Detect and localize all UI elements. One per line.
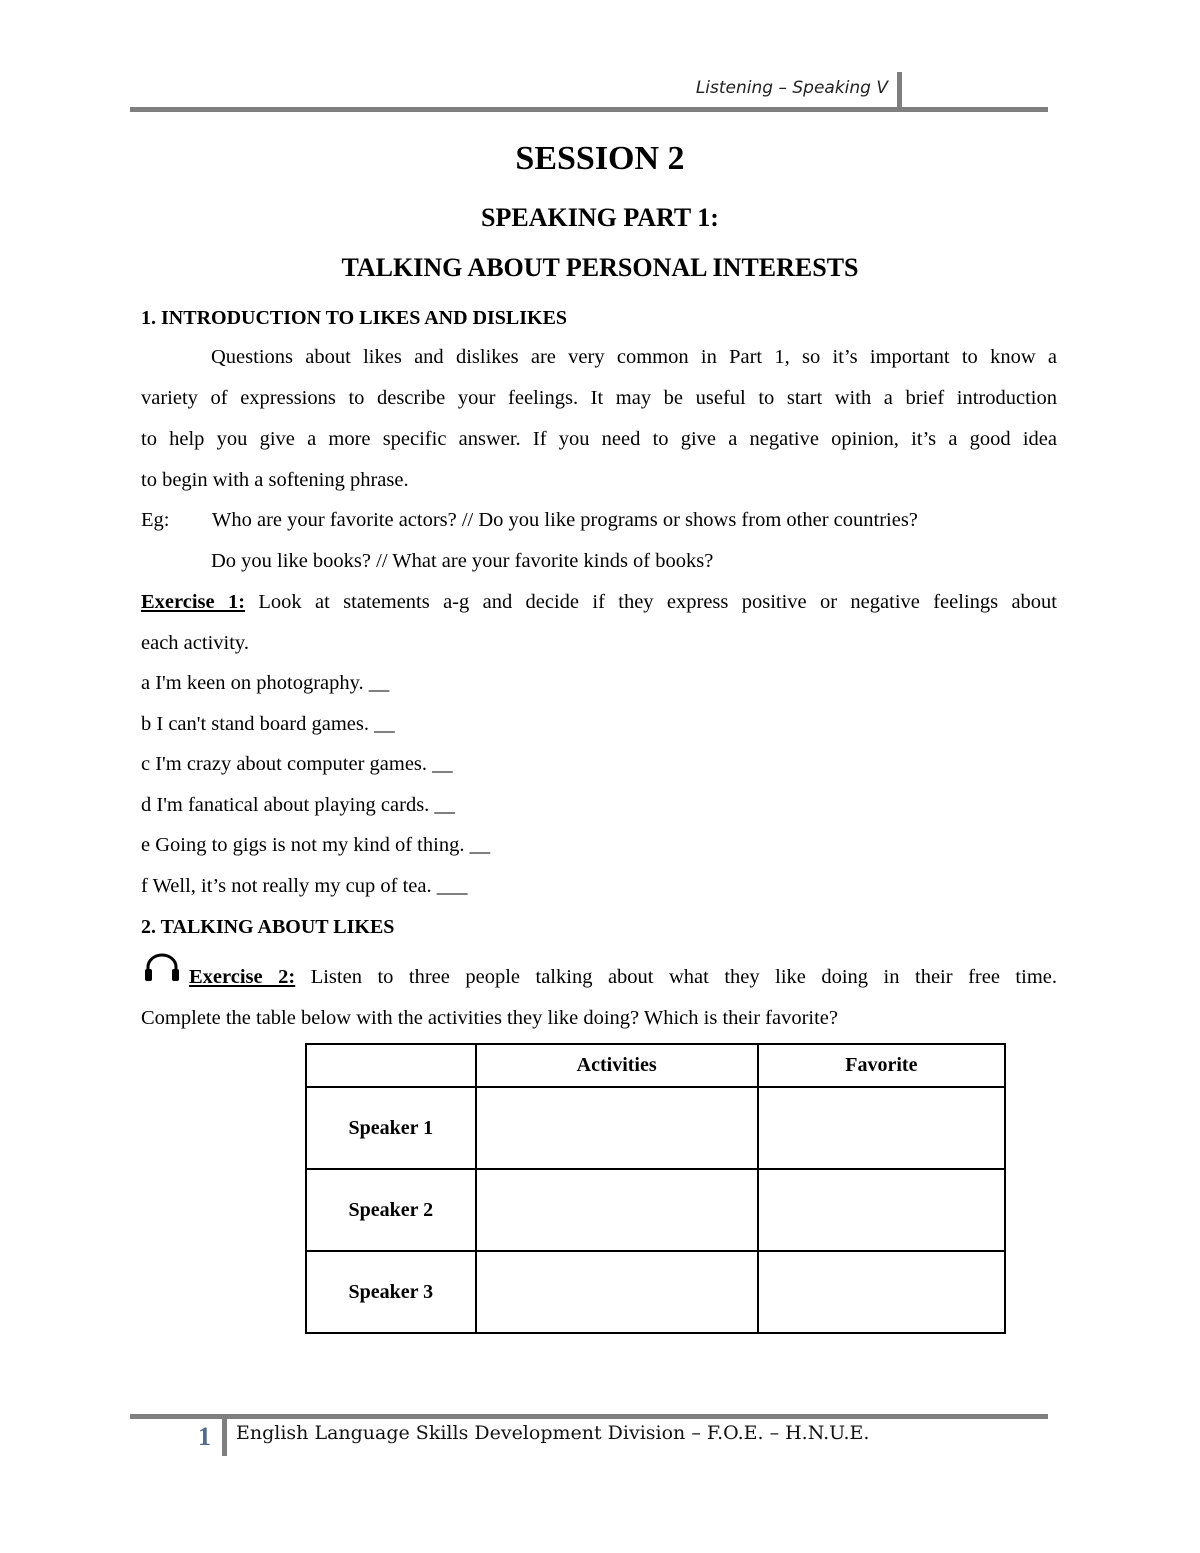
eg-label: Eg:: [141, 509, 170, 531]
statement-f: f Well, it’s not really my cup of tea. ___: [141, 875, 468, 897]
exercise2-table: [305, 1043, 1006, 1334]
exercise1-instruction: [141, 591, 1057, 614]
headphones-icon: [143, 952, 181, 982]
table-row: [306, 1169, 1005, 1251]
favorite-cell[interactable]: [758, 1087, 1005, 1169]
activities-cell[interactable]: [476, 1251, 758, 1333]
table-row: [306, 1087, 1005, 1169]
statement-a: a I'm keen on photography. __: [141, 672, 390, 694]
section2-heading: 2. TALKING ABOUT LIKES: [141, 916, 395, 938]
favorite-cell[interactable]: [758, 1251, 1005, 1333]
favorite-cell[interactable]: [758, 1169, 1005, 1251]
exercise1-label: Exercise 1:: [141, 591, 246, 613]
speaker-label: Speaker 2: [306, 1169, 476, 1251]
activities-cell[interactable]: [476, 1169, 758, 1251]
statement-c: c I'm crazy about computer games. __: [141, 753, 453, 775]
exercise1-instruction-2: each activity.: [141, 632, 249, 654]
table-row: [306, 1251, 1005, 1333]
table-header-activities: Activities: [476, 1044, 758, 1087]
intro-line-4: to begin with a softening phrase.: [141, 469, 409, 491]
exercise1-text: Look at statements a-g and decide if they express positive or negative feelings about: [245, 591, 1058, 613]
footer-rule: [130, 1414, 1048, 1419]
page-number: 1: [198, 1422, 211, 1451]
part-title: SPEAKING PART 1:: [481, 203, 719, 232]
footer-divider: [222, 1418, 227, 1456]
intro-line-1: Questions about likes and dislikes are very common in Part 1, so it’s important to know a: [211, 346, 1057, 368]
example-line-1: [141, 509, 918, 532]
exercise2-instruction: [189, 966, 1057, 989]
footer-text: English Language Skills Development Division – F.O.E. – H.N.U.E.: [236, 1422, 870, 1444]
section1-heading: 1. INTRODUCTION TO LIKES AND DISLIKES: [141, 307, 568, 329]
statement-e: e Going to gigs is not my kind of thing. __: [141, 834, 491, 856]
exercise2-instruction-2: Complete the table below with the activities they like doing? Which is their favorite?: [141, 1007, 838, 1029]
header-rule: [130, 107, 1048, 112]
statement-d: d I'm fanatical about playing cards. __: [141, 794, 455, 816]
speaker-label: Speaker 3: [306, 1251, 476, 1333]
activities-cell[interactable]: [476, 1087, 758, 1169]
eg-text-1: Who are your favorite actors? // Do you like programs or shows from other countries?: [212, 509, 918, 531]
table-header-favorite: Favorite: [758, 1044, 1005, 1087]
speaker-label: Speaker 1: [306, 1087, 476, 1169]
statement-b: b I can't stand board games. __: [141, 713, 395, 735]
exercise2-text: Listen to three people talking about what they like doing in their free time.: [295, 966, 1057, 988]
topic-title: TALKING ABOUT PERSONAL INTERESTS: [341, 253, 859, 282]
intro-line-2: variety of expressions to describe your feelings. It may be useful to start with a brief introduction: [141, 387, 1057, 409]
table-header-row: [306, 1044, 1005, 1087]
header-divider: [897, 72, 902, 110]
exercise2-label: Exercise 2:: [189, 966, 296, 988]
intro-line-3: to help you give a more specific answer. If you need to give a negative opinion, it’s a good idea: [141, 428, 1057, 450]
example-line-2: Do you like books? // What are your favorite kinds of books?: [211, 550, 714, 572]
running-header: Listening – Speaking V: [695, 78, 888, 98]
session-title: SESSION 2: [515, 140, 685, 177]
table-header-blank: [306, 1044, 476, 1087]
